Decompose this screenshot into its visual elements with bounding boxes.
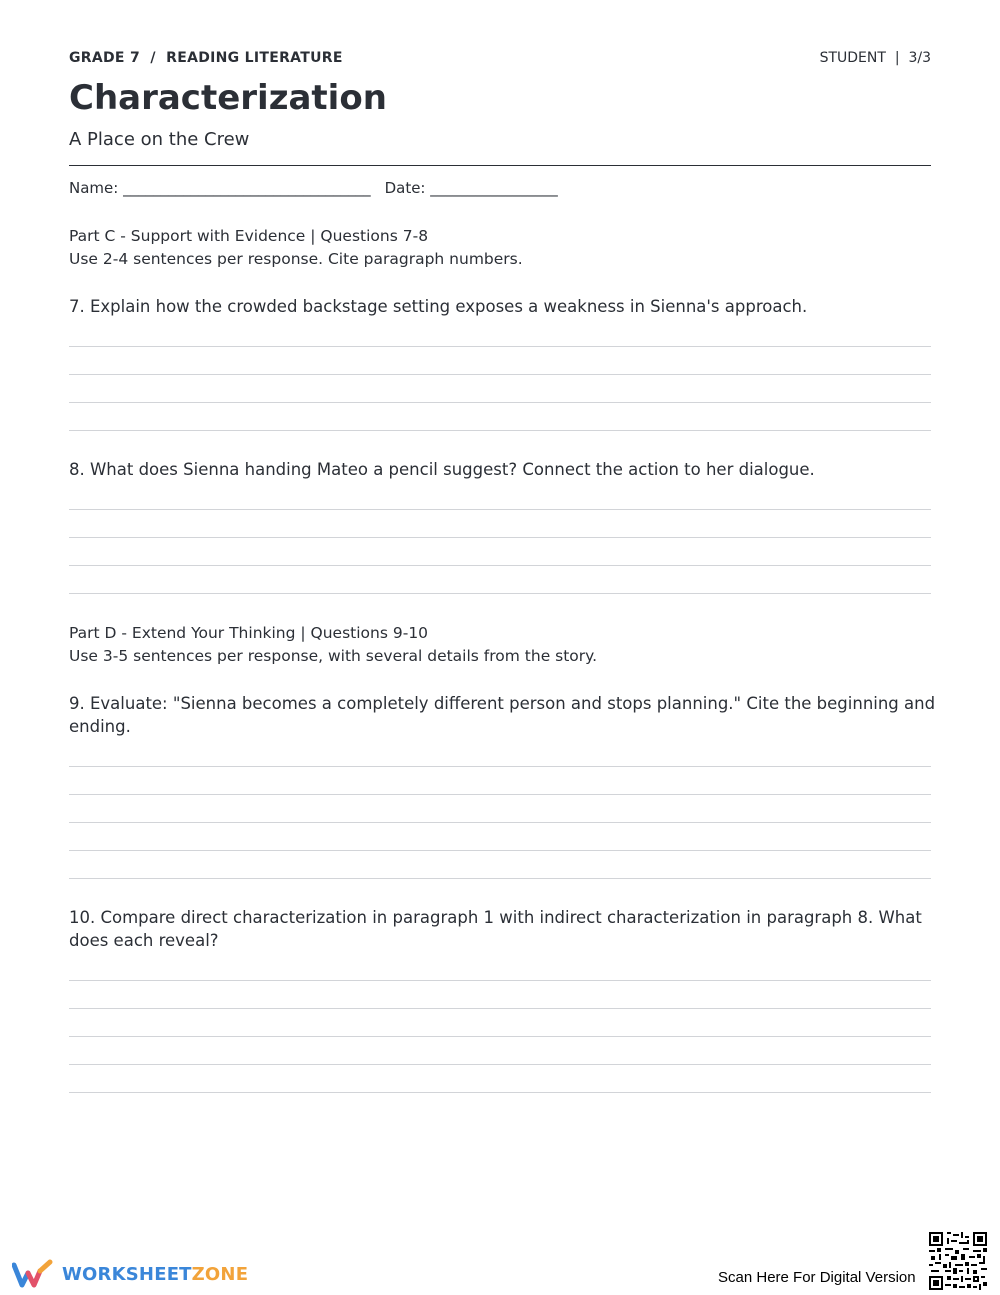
question-7: 7. Explain how the crowded backstage setting exposes a weakness in Sienna's approach. [69, 297, 808, 316]
date-field[interactable]: Date: _________________ [384, 179, 558, 197]
part-c-header [69, 225, 931, 271]
logo-wordmark: WORKSHEETZONE [62, 1263, 249, 1285]
answer-line [69, 1064, 931, 1065]
role-label: STUDENT [819, 50, 886, 66]
answer-line [69, 794, 931, 795]
breadcrumb-separator: / [150, 50, 156, 66]
worksheetzone-logo-icon [12, 1259, 54, 1289]
subject-label: READING LITERATURE [166, 50, 343, 66]
part-instructions: Use 2-4 sentences per response. Cite paragraph numbers. [69, 250, 523, 268]
answer-line [69, 878, 931, 879]
question-8: 8. What does Sienna handing Mateo a pencil suggest? Connect the action to her dialogue. [69, 460, 815, 479]
answer-area-8[interactable] [69, 509, 931, 621]
answer-line [69, 509, 931, 510]
answer-line [69, 402, 931, 403]
qr-code-icon[interactable] [929, 1232, 987, 1290]
answer-area-9[interactable] [69, 766, 931, 906]
part-d-header [69, 622, 931, 668]
student-info-fields [69, 179, 558, 197]
answer-line [69, 565, 931, 566]
page-indicator: STUDENT | 3/3 [819, 50, 931, 66]
answer-line [69, 1008, 931, 1009]
breadcrumb [69, 50, 343, 66]
page-title: Characterization [69, 78, 387, 118]
answer-area-7[interactable] [69, 346, 931, 458]
name-field[interactable]: Name: _________________________________ [69, 179, 371, 197]
question-10: 10. Compare direct characterization in paragraph 1 with indirect characterization in paragraph 8. What does each reveal? [69, 908, 922, 950]
story-title: A Place on the Crew [69, 129, 250, 150]
answer-line [69, 430, 931, 431]
answer-area-10[interactable] [69, 980, 931, 1120]
question-9: 9. Evaluate: "Sienna becomes a completely different person and stops planning." Cite the beginning and ending. [69, 694, 936, 736]
part-instructions: Use 3-5 sentences per response, with several details from the story. [69, 647, 598, 665]
worksheetzone-logo[interactable] [12, 1259, 248, 1289]
part-heading: Part D - Extend Your Thinking | Questions 9-10 [69, 624, 429, 642]
answer-line [69, 1092, 931, 1093]
answer-line [69, 374, 931, 375]
answer-line [69, 766, 931, 767]
answer-line [69, 346, 931, 347]
grade-label: GRADE 7 [69, 50, 141, 66]
answer-line [69, 980, 931, 981]
answer-line [69, 822, 931, 823]
part-heading: Part C - Support with Evidence | Questions 7-8 [69, 227, 429, 245]
answer-line [69, 593, 931, 594]
page-number: 3/3 [908, 50, 931, 66]
scan-caption: Scan Here For Digital Version [718, 1269, 916, 1286]
answer-line [69, 537, 931, 538]
answer-line [69, 850, 931, 851]
header-divider [69, 165, 931, 166]
answer-line [69, 1036, 931, 1037]
